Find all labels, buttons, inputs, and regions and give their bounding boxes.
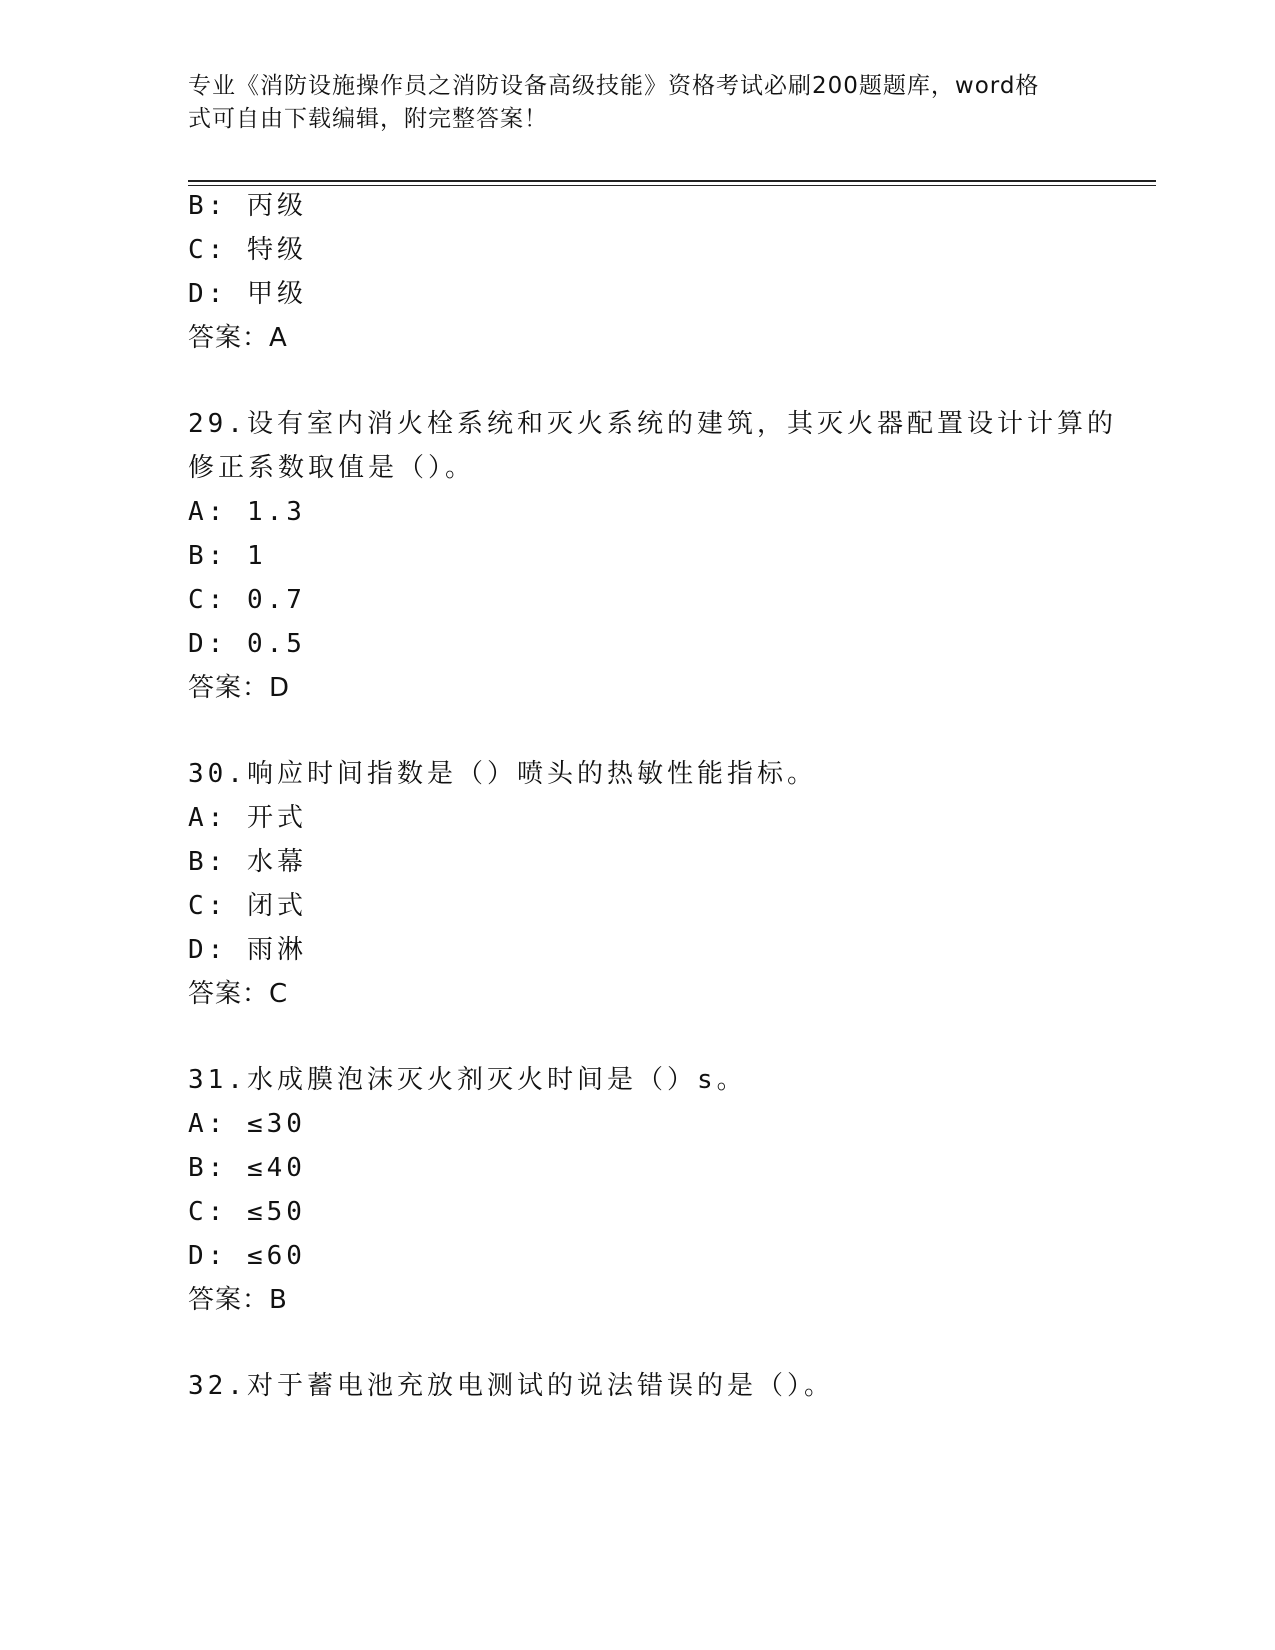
answer-line: 答案：D [188, 673, 291, 703]
question-stem: 29.设有室内消火栓系统和灭火系统的建筑，其灭火器配置设计计算的 [188, 409, 1117, 439]
option-b: B: ≤40 [188, 1153, 306, 1183]
option-d: D: 雨淋 [188, 935, 307, 965]
question-stem: 31.水成膜泡沫灭火剂灭火时间是（）s。 [188, 1065, 747, 1095]
option-a: A: 1.3 [188, 497, 306, 527]
question-stem: 32.对于蓄电池充放电测试的说法错误的是（）。 [188, 1371, 834, 1401]
option-d: D: ≤60 [188, 1241, 306, 1271]
option-b: B: 丙级 [188, 191, 307, 221]
option-c: C: 闭式 [188, 891, 307, 921]
header-rule-thick [188, 180, 1156, 182]
option-c: C: 0.7 [188, 585, 306, 615]
answer-line: 答案：B [188, 1285, 288, 1315]
option-a: A: ≤30 [188, 1109, 306, 1139]
option-d: D: 0.5 [188, 629, 306, 659]
header-line-1: 专业《消防设施操作员之消防设备高级技能》资格考试必刷200题题库，word格 [188, 73, 1040, 99]
option-d: D: 甲级 [188, 279, 307, 309]
option-c: C: ≤50 [188, 1197, 306, 1227]
option-b: B: 1 [188, 541, 267, 571]
question-stem-continued: 修正系数取值是（）。 [188, 453, 476, 483]
header-rule-thin [188, 185, 1156, 186]
question-stem: 30.响应时间指数是（）喷头的热敏性能指标。 [188, 759, 817, 789]
option-b: B: 水幕 [188, 847, 307, 877]
header-line-2: 式可自由下载编辑，附完整答案！ [188, 106, 548, 132]
document-header [188, 70, 1068, 136]
answer-line: 答案：A [188, 323, 288, 353]
option-c: C: 特级 [188, 235, 307, 265]
answer-line: 答案：C [188, 979, 289, 1009]
option-a: A: 开式 [188, 803, 307, 833]
